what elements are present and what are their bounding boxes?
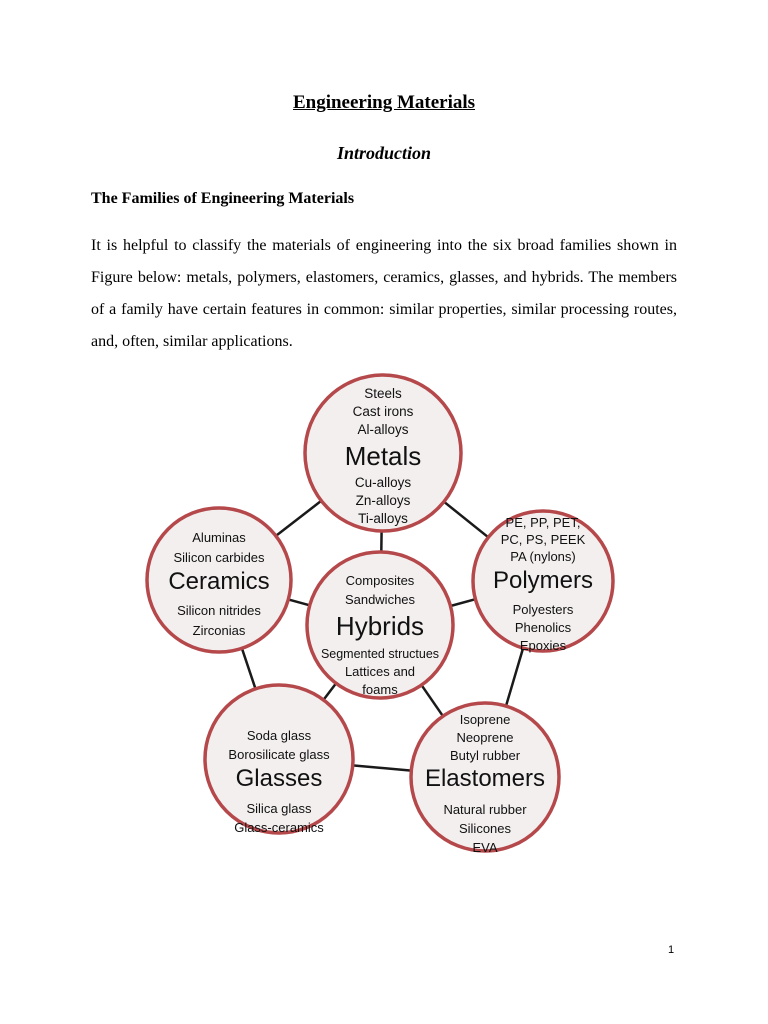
connector-glasses-hybrids [324, 683, 337, 700]
polymers-example: Phenolics [514, 620, 572, 635]
polymers-label: Polymers [492, 567, 594, 594]
hybrids-example: Lattices and [344, 664, 416, 679]
document-title: Engineering Materials [292, 92, 476, 113]
glasses-example: Silica glass [246, 801, 312, 816]
family-node-polymers [473, 511, 613, 653]
hybrids-example: foams [362, 682, 398, 697]
elastomers-example: Isoprene [459, 712, 511, 727]
metals-example: Cast irons [352, 404, 414, 419]
ceramics-label: Ceramics [168, 568, 270, 595]
connector-polymers-hybrids [451, 599, 476, 606]
elastomers-example: Natural rubber [443, 802, 527, 817]
family-node-metals [305, 375, 461, 531]
metals-example: Steels [364, 386, 402, 401]
connector-glasses-elastomers [353, 765, 412, 770]
metals-example: Ti-alloys [358, 511, 408, 526]
hybrids-label: Hybrids [335, 611, 425, 641]
connector-ceramics-glasses [242, 648, 256, 689]
family-node-elastomers [411, 703, 559, 855]
elastomers-label: Elastomers [424, 765, 546, 792]
polymers-example: PE, PP, PET, [505, 515, 581, 530]
connector-elastomers-hybrids [422, 685, 443, 716]
metals-example: Zn-alloys [355, 493, 411, 508]
intro-paragraph: It is helpful to classify the materials of engineering into the six broad families shown in Figure below: metals, polymers, elastomers, ceramics, glasses, and hybrids. The members of a family have certain features in common: similar properties, similar processing routes, and, often, similar applications. [91, 237, 677, 350]
ceramics-example: Silicon carbides [173, 550, 265, 565]
hybrids-example: Composites [345, 573, 415, 588]
material-families-figure [168, 368, 594, 864]
elastomers-example: Butyl rubber [449, 748, 521, 763]
polymers-example: Epoxies [519, 638, 567, 653]
elastomers-example: EVA [472, 840, 498, 855]
material-families-diagram [168, 368, 594, 864]
document-subtitle: Introduction [336, 143, 432, 163]
hybrids-example: Segmented structues [320, 647, 440, 661]
family-node-hybrids [307, 552, 453, 698]
metals-label: Metals [344, 441, 422, 471]
metals-example: Cu-alloys [354, 475, 412, 490]
glasses-label: Glasses [235, 765, 323, 792]
family-node-glasses [205, 685, 353, 835]
metals-example: Al-alloys [357, 422, 409, 437]
section-heading: The Families of Engineering Materials [91, 190, 355, 207]
hybrids-example: Sandwiches [344, 592, 416, 607]
polymers-example: Polyesters [512, 602, 574, 617]
elastomers-example: Silicones [458, 821, 512, 836]
glasses-example: Glass-ceramics [234, 820, 324, 835]
polymers-example: PA (nylons) [510, 549, 576, 564]
connector-polymers-elastomers [506, 648, 523, 706]
page-number: 1 [668, 944, 675, 956]
elastomers-example: Neoprene [456, 730, 514, 745]
connector-metals-ceramics [276, 501, 321, 536]
ceramics-example: Aluminas [192, 530, 246, 545]
family-node-ceramics [147, 508, 291, 652]
ceramics-example: Silicon nitrides [177, 603, 261, 618]
ceramics-example: Zirconias [192, 623, 246, 638]
glasses-example: Borosilicate glass [228, 747, 330, 762]
polymers-example: PC, PS, PEEK [500, 532, 586, 547]
connector-ceramics-hybrids [288, 599, 309, 605]
connector-metals-polymers [444, 502, 488, 538]
glasses-example: Soda glass [246, 728, 312, 743]
